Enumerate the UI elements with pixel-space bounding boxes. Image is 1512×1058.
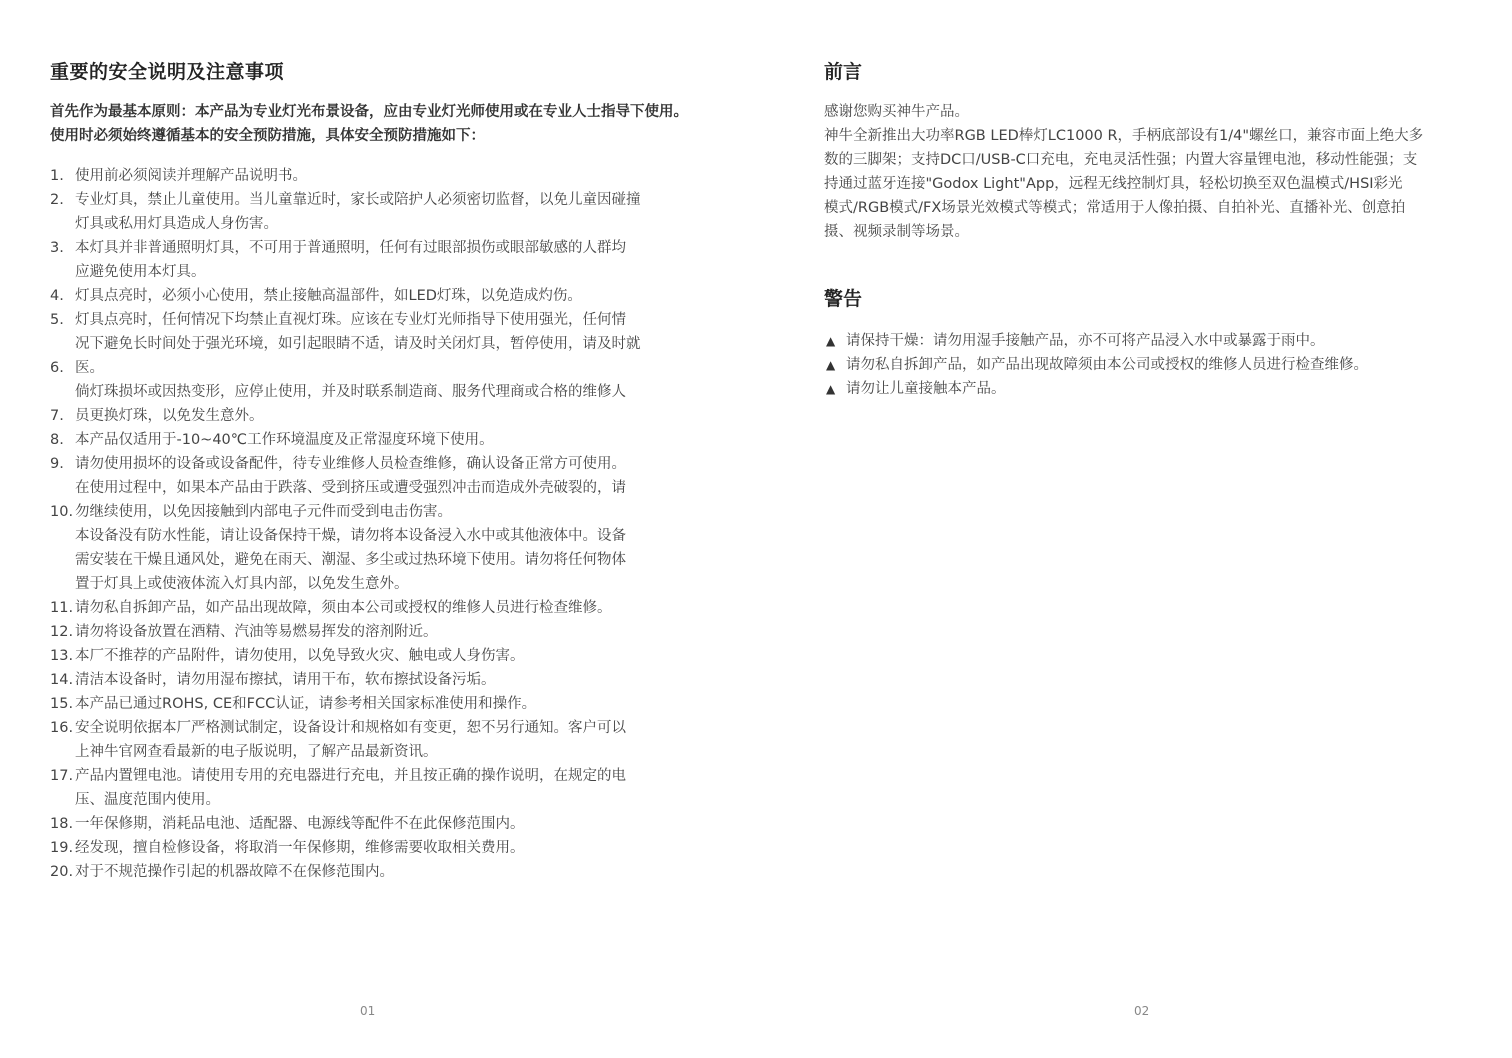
list-item-number: 17. [50,768,74,784]
list-item [50,284,700,308]
warning-text: 请勿私自拆卸产品，如产品出现故障须由本公司或授权的维修人员进行检查维修。 [846,357,1368,373]
list-item-text: 本产品已通过ROHS, CE和FCC认证，请参考相关国家标准使用和操作。 [75,696,537,712]
list-item-number: 8. [50,432,64,448]
list-item [50,836,700,860]
page-number: 02 [1134,1004,1150,1018]
list-item-number: 6. [50,360,64,376]
list-item [50,452,700,500]
list-item-text: 请勿私自拆卸产品，如产品出现故障，须由本公司或授权的维修人员进行检查维修。 [75,600,612,616]
list-item-text: 专业灯具，禁止儿童使用。当儿童靠近时，家长或陪护人必须密切监督，以免儿童因碰撞 灯具或私用灯具造成人身伤害。 [75,192,641,232]
list-item-number: 16. [50,720,74,736]
list-item [50,164,700,188]
list-item-number: 13. [50,648,74,664]
list-item-text: 请勿将设备放置在酒精、汽油等易燃易挥发的溶剂附近。 [75,624,438,640]
list-item-text: 本产品仅适用于-10~40℃工作环境温度及正常湿度环境下使用。 [75,432,494,448]
list-item-number: 7. [50,408,64,424]
list-item-text: 对于不规范操作引起的机器故障不在保修范围内。 [75,864,394,880]
list-item [50,620,700,644]
list-item [50,860,700,884]
list-item-text: 请勿使用损坏的设备或设备配件，待专业维修人员检查维修，确认设备正常方可使用。 在使用过程中，如果本产品由于跌落、受到挤压或遭受强烈冲击而造成外壳破裂的，请 [75,456,626,496]
list-item-number: 14. [50,672,74,688]
list-item-number: 9. [50,456,64,472]
warning-list [826,329,1476,401]
foreword-body [824,100,1474,244]
list-item [50,668,700,692]
warning-triangle-icon: ▲ [826,358,836,372]
list-item-number: 20. [50,864,74,880]
list-item-text: 医。 倘灯珠损坏或因热变形，应停止使用，并及时联系制造商、服务代理商或合格的维修人 [75,360,626,400]
page-number: 01 [360,1004,376,1018]
warning-text: 请勿让儿童接触本产品。 [846,381,1006,397]
safety-intro: 首先作为最基本原则：本产品为专业灯光布景设备，应由专业灯光师使用或在专业人士指导下使用。使用时必须始终遵循基本的安全预防措施，具体安全预防措施如下： [50,104,688,144]
list-item-number: 4. [50,288,64,304]
list-item-number: 2. [50,192,64,208]
list-item [50,188,700,236]
list-item-text: 本灯具并非普通照明灯具，不可用于普通照明，任何有过眼部损伤或眼部敏感的人群均 应避免使用本灯具。 [75,240,626,280]
safety-title: 重要的安全说明及注意事项 [50,61,285,83]
list-item [50,812,700,836]
list-item-text: 使用前必须阅读并理解产品说明书。 [75,168,307,184]
list-item [50,404,700,428]
list-item [50,356,700,404]
list-item-number: 18. [50,816,74,832]
warning-text: 请保持干燥：请勿用湿手接触产品，亦不可将产品浸入水中或暴露于雨中。 [846,333,1325,349]
list-item [50,236,700,284]
warning-item [826,377,1476,401]
list-item-text: 清洁本设备时，请勿用湿布擦拭，请用干布，软布擦拭设备污垢。 [75,672,496,688]
list-item [50,644,700,668]
list-item-text: 经发现，擅自检修设备，将取消一年保修期，维修需要收取相关费用。 [75,840,525,856]
list-item-number: 10. [50,504,74,520]
foreword-paragraph: 神牛全新推出大功率RGB LED棒灯LC1000 R，手柄底部设有1/4"螺丝口，兼容市面上绝大多 数的三脚架；支持DC口/USB-C口充电，充电灵活性强；内置大容量锂电池，移动性能强；支 持通过蓝牙连接"Godox Light"App，远程无线控制灯具，轻松切换至双色温模式/HSI彩光 模式/RGB模式/FX场景光效模式等模式；常适用于人像拍摄、自拍补光、直播补光、创意拍 摄、视频录制等场景。 [824,128,1424,240]
list-item-text: 本厂不推荐的产品附件，请勿使用，以免导致火灾、触电或人身伤害。 [75,648,525,664]
list-item-text: 勿继续使用，以免因接触到内部电子元件而受到电击伤害。 本设备没有防水性能，请让设备保持干燥，请勿将本设备浸入水中或其他液体中。设备 需安装在干燥且通风处，避免在雨天、潮湿、多尘或过热环境下使用。请勿将任何物体 置于灯具上或使液体流入灯具内部，以免发生意外。 [75,504,626,592]
list-item [50,764,700,812]
list-item [50,716,700,764]
list-item-text: 灯具点亮时，任何情况下均禁止直视灯珠。应该在专业灯光师指导下使用强光，任何情 况下避免长时间处于强光环境，如引起眼睛不适，请及时关闭灯具，暂停使用，请及时就 [75,312,641,352]
list-item-text: 安全说明依据本厂严格测试制定，设备设计和规格如有变更，恕不另行通知。客户可以 上神牛官网查看最新的电子版说明，了解产品最新资讯。 [75,720,626,760]
list-item-number: 19. [50,840,74,856]
list-item-number: 5. [50,312,64,328]
list-item-number: 12. [50,624,74,640]
list-item [50,692,700,716]
list-item-text: 灯具点亮时，必须小心使用，禁止接触高温部件，如LED灯珠，以免造成灼伤。 [75,288,582,304]
warning-item [826,353,1476,377]
list-item [50,308,700,356]
warning-triangle-icon: ▲ [826,382,836,396]
right-page [756,0,1512,1058]
foreword-title: 前言 [824,61,863,83]
list-item-text: 一年保修期，消耗品电池、适配器、电源线等配件不在此保修范围内。 [75,816,525,832]
list-item-text: 员更换灯珠，以免发生意外。 [75,408,264,424]
list-item-number: 1. [50,168,64,184]
list-item-number: 11. [50,600,74,616]
safety-rules-list [50,164,700,884]
list-item-number: 15. [50,696,74,712]
list-item-text: 产品内置锂电池。请使用专用的充电器进行充电，并且按正确的操作说明，在规定的电 压、温度范围内使用。 [75,768,626,808]
foreword-paragraph: 感谢您购买神牛产品。 [824,104,969,120]
list-item [50,596,700,620]
warning-triangle-icon: ▲ [826,334,836,348]
list-item [50,500,700,596]
warning-title: 警告 [824,288,863,310]
list-item-number: 3. [50,240,64,256]
list-item [50,428,700,452]
warning-item [826,329,1476,353]
